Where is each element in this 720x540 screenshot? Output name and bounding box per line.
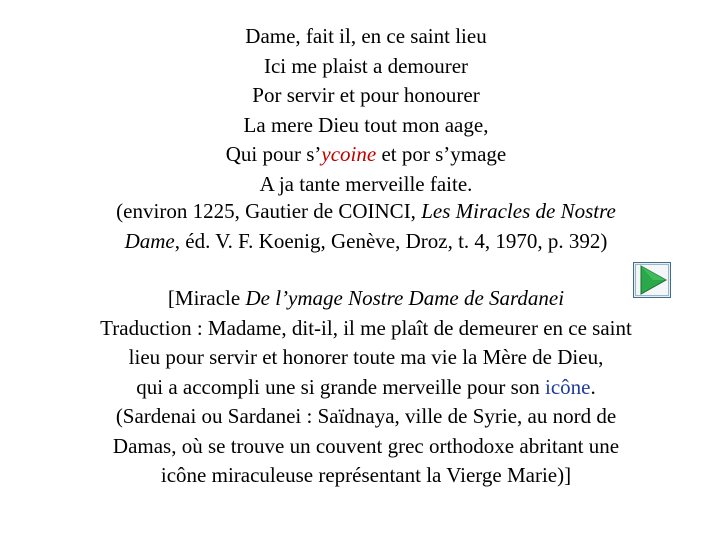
verse-line-6: A ja tante merveille faite. [259, 171, 473, 196]
verse-line-5-end: et por s’ymage [376, 142, 507, 166]
miracle-label: [Miracle [167, 286, 246, 310]
translation-line-4-end: . [590, 374, 596, 399]
verse-line-2: Ici me plaist a demourer [263, 53, 469, 78]
translation-line-5: (Sardenai ou Sardanei : Saïdnaya, ville de Syrie, au nord de [115, 404, 617, 428]
translation-line-7: icône miraculeuse représentant la Vierge Marie)] [160, 463, 572, 487]
citation [0, 197, 720, 256]
translation-block [0, 284, 720, 491]
citation-work-title-2: Dame [124, 228, 175, 253]
citation-source: (environ 1225, Gautier de COINCI, [116, 199, 422, 223]
miracle-title: De l’ymage Nostre Dame de Sardanei [245, 286, 565, 310]
translation-line-4-start: qui a accompli une si grande merveille pour son [136, 374, 546, 399]
next-slide-button[interactable] [633, 262, 671, 298]
verse-line-5-start: Qui pour s’ [225, 142, 322, 166]
translation-line-6: Damas, où se trouve un couvent grec orthodoxe abritant une [112, 433, 620, 458]
translation-line-1 [0, 284, 720, 314]
translation-line-3: lieu pour servir et honorer toute ma vie la Mère de Dieu, [128, 345, 604, 369]
verse-line-5 [0, 140, 720, 170]
citation-work-title-1: Les Miracles de Nostre [421, 199, 616, 223]
ycoine-word: ycoine [321, 142, 377, 166]
citation-edition: , éd. V. F. Koenig, Genève, Droz, t. 4, 1970, p. 392) [174, 228, 608, 253]
old-french-verse [0, 22, 720, 199]
play-next-icon [633, 262, 671, 298]
verse-line-3: Por servir et pour honourer [252, 83, 480, 107]
citation-line-2 [0, 227, 720, 257]
verse-line-1: Dame, fait il, en ce saint lieu [245, 24, 487, 48]
citation-line-1 [0, 197, 720, 227]
icone-word: icône [545, 374, 591, 399]
verse-line-4: La mere Dieu tout mon aage, [243, 112, 489, 137]
translation-line-2: Traduction : Madame, dit-il, il me plaît de demeurer en ce saint [100, 315, 632, 340]
translation-line-4 [0, 373, 720, 403]
